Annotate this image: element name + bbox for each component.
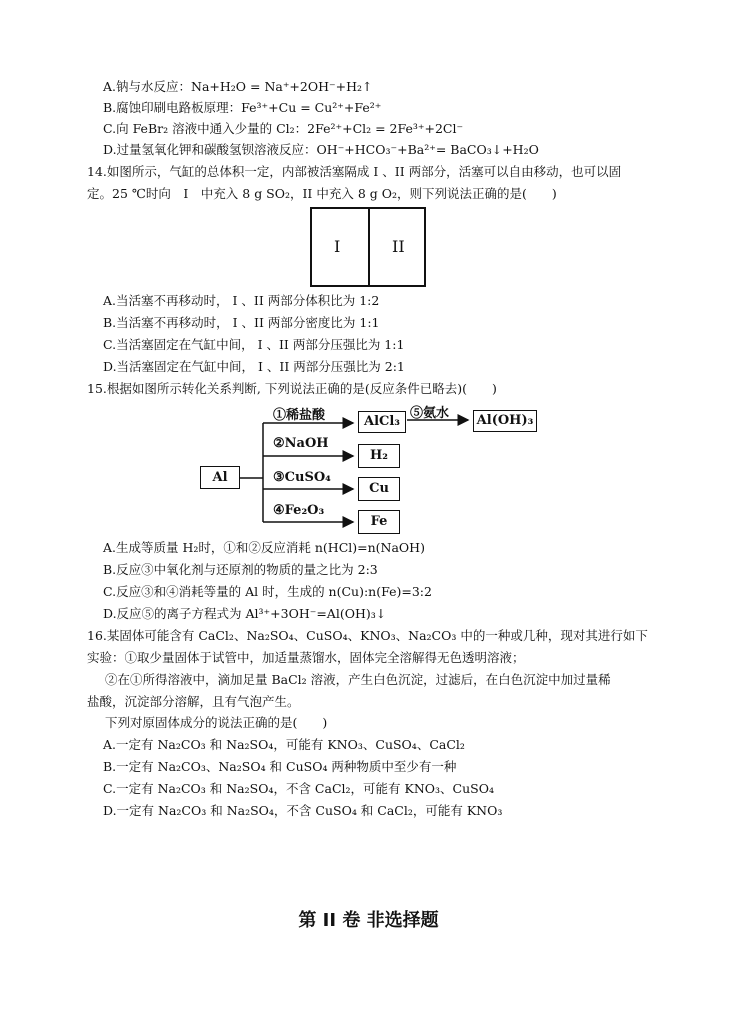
q13-option-c: C.向 FeBr₂ 溶液中通入少量的 Cl₂：2Fe²⁺+Cl₂ = 2Fe³⁺+2Cl⁻ — [103, 121, 464, 136]
section-title: 第 II 卷 非选择题 — [298, 910, 439, 931]
q15-stem: 15.根据如图所示转化关系判断, 下列说法正确的是(反应条件已略去)( ) — [87, 381, 497, 396]
q15-option-c: C.反应③和④消耗等量的 Al 时，生成的 n(Cu):n(Fe)=3:2 — [103, 584, 432, 599]
q14-option-c: C.当活塞固定在气缸中间， I 、II 两部分压强比为 1:1 — [103, 337, 405, 352]
gas-cylinder-diagram — [310, 207, 426, 287]
q16-stem-line-1: 16.某固体可能含有 CaCl₂、Na₂SO₄、CuSO₄、KNO₃、Na₂CO₃ 中的一种或几种，现对其进行如下 — [87, 628, 648, 643]
cylinder-part-2-label: II — [392, 237, 405, 256]
q14-option-b: B.当活塞不再移动时， I 、II 两部分密度比为 1:1 — [103, 315, 380, 330]
q14-stem-line-1: 14.如图所示，气缸的总体积一定，内部被活塞隔成 I 、II 两部分，活塞可以自由移动，也可以固 — [87, 164, 622, 179]
reaction-5-label: ⑤氨水 — [410, 406, 450, 421]
flow-start-al: Al — [200, 466, 240, 489]
q13-option-a: A.钠与水反应：Na+H₂O = Na⁺+2OH⁻+H₂↑ — [103, 79, 373, 94]
q16-stem-line-4: 盐酸，沉淀部分溶解，且有气泡产生。 — [87, 694, 300, 709]
q14-option-a: A.当活塞不再移动时， I 、II 两部分体积比为 1:2 — [103, 293, 380, 308]
product-aloh3: Al(OH)₃ — [473, 410, 537, 432]
product-alcl3: AlCl₃ — [358, 411, 406, 433]
q16-stem-line-3: ②在①所得溶液中，滴加足量 BaCl₂ 溶液，产生白色沉淀，过滤后，在白色沉淀中加过量稀 — [105, 672, 611, 687]
piston — [368, 209, 370, 285]
product-cu: Cu — [358, 477, 400, 501]
q16-option-d: D.一定有 Na₂CO₃ 和 Na₂SO₄，不含 CuSO₄ 和 CaCl₂，可能有 KNO₃ — [103, 803, 503, 818]
q15-option-d: D.反应⑤的离子方程式为 Al³⁺+3OH⁻=Al(OH)₃↓ — [103, 606, 387, 621]
q16-stem-line-5: 下列对原固体成分的说法正确的是( ) — [105, 715, 328, 730]
q15-option-b: B.反应③中氧化剂与还原剂的物质的量之比为 2:3 — [103, 562, 378, 577]
q13-option-b: B.腐蚀印刷电路板原理：Fe³⁺+Cu = Cu²⁺+Fe²⁺ — [103, 100, 382, 115]
q15-option-a: A.生成等质量 H₂时，①和②反应消耗 n(HCl)=n(NaOH) — [103, 540, 425, 555]
reaction-4-label: ④Fe₂O₃ — [273, 503, 325, 518]
q16-option-a: A.一定有 Na₂CO₃ 和 Na₂SO₄，可能有 KNO₃、CuSO₄、CaCl₂ — [103, 737, 465, 752]
q13-option-d: D.过量氢氧化钾和碳酸氢钡溶液反应：OH⁻+HCO₃⁻+Ba²⁺= BaCO₃↓+H₂O — [103, 142, 539, 157]
q16-option-c: C.一定有 Na₂CO₃ 和 Na₂SO₄，不含 CaCl₂，可能有 KNO₃、CuSO₄ — [103, 781, 494, 796]
q14-option-d: D.当活塞固定在气缸中间， I 、II 两部分压强比为 2:1 — [103, 359, 405, 374]
q16-stem-line-2: 实验：①取少量固体于试管中，加适量蒸馏水，固体完全溶解得无色透明溶液； — [87, 650, 525, 665]
reaction-1-label: ①稀盐酸 — [273, 408, 326, 423]
product-fe: Fe — [358, 510, 400, 534]
reaction-2-label: ②NaOH — [273, 436, 329, 451]
reaction-3-label: ③CuSO₄ — [273, 470, 331, 485]
q14-stem-line-2: 定。25 ℃时向 I 中充入 8 g SO₂，II 中充入 8 g O₂，则下列说法正确的是( ) — [87, 186, 557, 201]
cylinder-part-1-label: I — [334, 237, 341, 256]
product-h2: H₂ — [358, 444, 400, 468]
q16-option-b: B.一定有 Na₂CO₃、Na₂SO₄ 和 CuSO₄ 两种物质中至少有一种 — [103, 759, 457, 774]
